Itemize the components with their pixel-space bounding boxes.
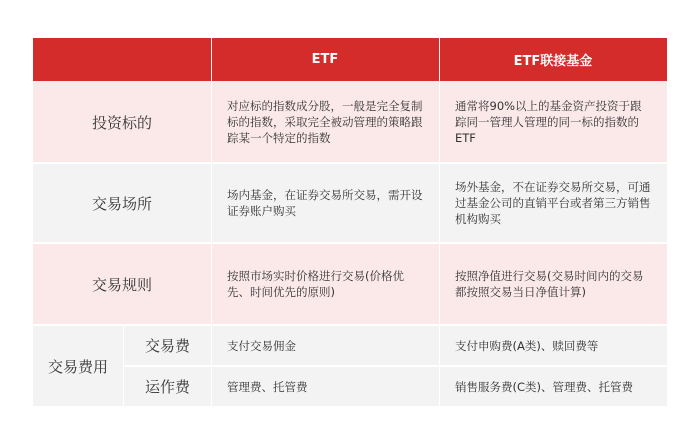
table-header-row [33, 38, 667, 81]
linked-fund-cell: 销售服务费(C类)、管理费、托管费 [439, 367, 667, 406]
table-row-trading-venue [33, 164, 667, 242]
etf-cell: 支付交易佣金 [211, 326, 439, 365]
row-label: 交易场所 [33, 164, 211, 242]
table-row-trading-fees [33, 326, 667, 406]
row-label: 交易规则 [33, 244, 211, 324]
etf-cell: 管理费、托管费 [211, 367, 439, 406]
etf-cell: 场内基金，在证券交易所交易，需开设证券账户购买 [211, 164, 439, 242]
etf-cell: 按照市场实时价格进行交易(价格优先、时间优先的原则) [211, 244, 439, 324]
linked-fund-cell: 按照净值进行交易(交易时间内的交易都按照交易当日净值计算) [439, 244, 667, 324]
fees-group-label: 交易费用 [33, 326, 123, 406]
table-row-investment-target [33, 81, 667, 163]
linked-fund-cell: 支付申购费(A类)、赎回费等 [439, 326, 667, 365]
fee-label: 运作费 [124, 367, 211, 406]
etf-cell: 对应标的指数成分股，一般是完全复制标的指数，采取完全被动管理的策略跟踪某一个特定的指数 [211, 81, 439, 163]
header-etf-linked-fund: ETF联接基金 [439, 38, 667, 81]
header-empty-cell [33, 38, 211, 81]
linked-fund-cell: 通常将90%以上的基金资产投资于跟踪同一管理人管理的同一标的指数的ETF [439, 81, 667, 163]
linked-fund-cell: 场外基金，不在证券交易所交易，可通过基金公司的直销平台或者第三方销售机构购买 [439, 164, 667, 242]
fee-subrow-operating [124, 367, 667, 406]
header-etf: ETF [211, 38, 439, 81]
fee-label: 交易费 [124, 326, 211, 365]
fee-subrow-transaction [124, 326, 667, 365]
row-label: 投资标的 [33, 81, 211, 163]
table-row-trading-rules [33, 244, 667, 324]
